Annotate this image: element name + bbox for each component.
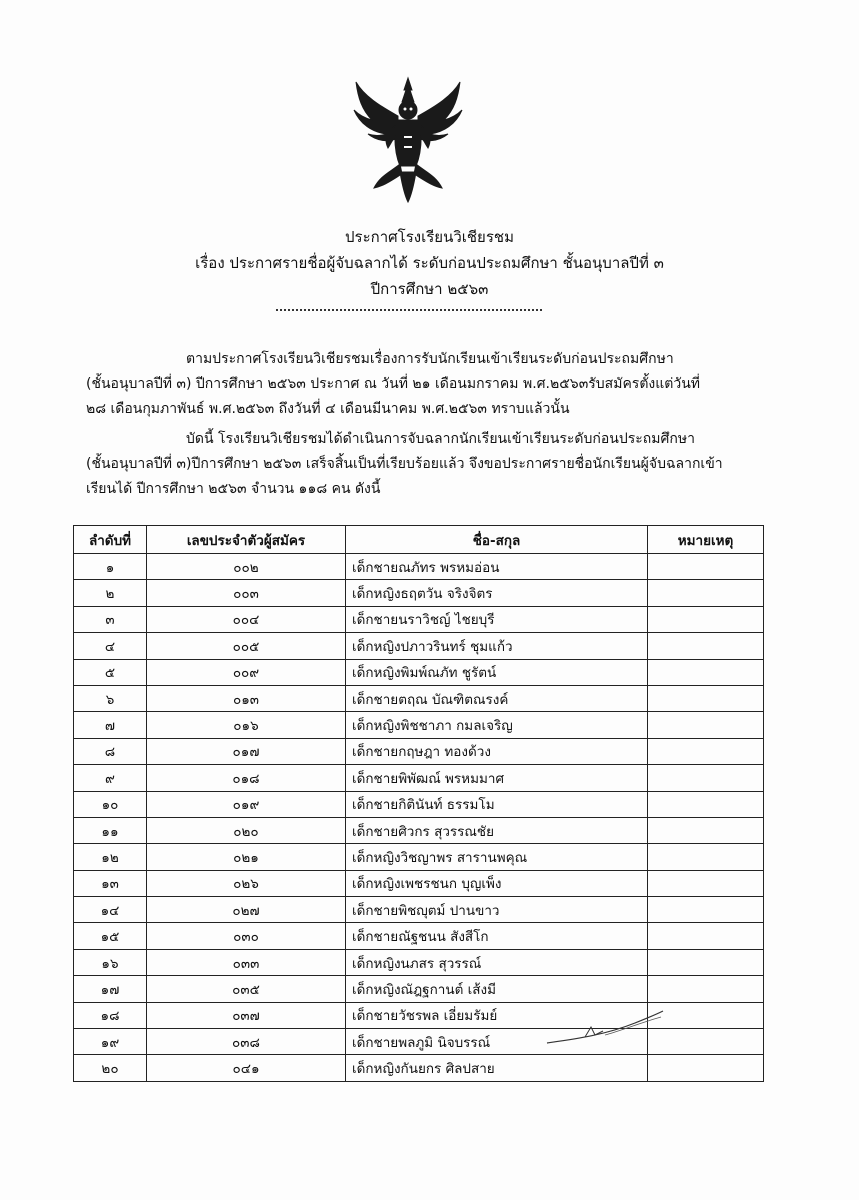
remark-cell [648, 580, 764, 606]
paragraph-reference [86, 347, 786, 422]
name-cell: เด็กชายกฤษฎา ทองด้วง [346, 738, 648, 764]
paragraph-line: (ชั้นอนุบาลปีที่ ๓) ปีการศึกษา ๒๕๖๓ ประกาศ ณ วันที่ ๒๑ เดือนมกราคม พ.ศ.๒๕๖๓รับสมัครตั้งแต่วันที่ [86, 376, 701, 392]
order-cell: ๓ [74, 606, 147, 632]
table-row [74, 554, 764, 580]
table-row [74, 606, 764, 632]
applicant-id-cell: ๐๑๖ [147, 712, 346, 738]
table-row [74, 844, 764, 870]
paragraph-line: ตามประกาศโรงเรียนวิเชียรชมเรื่องการรับนักเรียนเข้าเรียนระดับก่อนประถมศึกษา [186, 351, 674, 367]
order-cell: ๒ [74, 580, 147, 606]
name-cell: เด็กชายพิพัฒณ์ พรหมมาศ [346, 765, 648, 791]
order-cell: ๑๘ [74, 1002, 147, 1028]
table-row [74, 949, 764, 975]
applicant-id-cell: ๐๑๓ [147, 685, 346, 711]
applicant-id-cell: ๐๒๐ [147, 817, 346, 843]
table-row [74, 712, 764, 738]
applicant-id-cell: ๐๐๒ [147, 554, 346, 580]
order-cell: ๔ [74, 633, 147, 659]
order-cell: ๑ [74, 554, 147, 580]
applicant-id-cell: ๐๒๑ [147, 844, 346, 870]
table-row [74, 897, 764, 923]
name-cell: เด็กชายตฤณ บัณฑิตณรงค์ [346, 685, 648, 711]
applicant-id-cell: ๐๐๔ [147, 606, 346, 632]
student-list-table [73, 525, 764, 1082]
order-cell: ๑๙ [74, 1029, 147, 1055]
table-row [74, 633, 764, 659]
paragraph-line: ๒๘ เดือนกุมภาพันธ์ พ.ศ.๒๕๖๓ ถึงวันที่ ๔ เดือนมีนาคม พ.ศ.๒๕๖๓ ทราบแล้วนั้น [86, 401, 570, 417]
remark-cell [648, 765, 764, 791]
applicant-id-cell: ๐๓๐ [147, 923, 346, 949]
column-header-name: ชื่อ-สกุล [346, 526, 648, 554]
table-row [74, 1055, 764, 1081]
remark-cell [648, 685, 764, 711]
applicant-id-cell: ๐๑๙ [147, 791, 346, 817]
applicant-id-cell: ๐๒๖ [147, 870, 346, 896]
applicant-id-cell: ๐๐๕ [147, 633, 346, 659]
table-row [74, 870, 764, 896]
announcement-subject: เรื่อง ประกาศรายชื่อผู้จับฉลากได้ ระดับก่อนประถมศึกษา ชั้นอนุบาลปีที่ ๓ [195, 254, 664, 272]
applicant-id-cell: ๐๓๓ [147, 949, 346, 975]
column-header-order: ลำดับที่ [74, 526, 147, 554]
remark-cell [648, 870, 764, 896]
academic-year: ปีการศึกษา ๒๕๖๓ [370, 280, 489, 298]
table-row [74, 659, 764, 685]
remark-cell [648, 554, 764, 580]
table-row [74, 817, 764, 843]
name-cell: เด็กชายศิวกร สุวรรณชัย [346, 817, 648, 843]
remark-cell [648, 897, 764, 923]
order-cell: ๑๒ [74, 844, 147, 870]
column-header-remark: หมายเหตุ [648, 526, 764, 554]
applicant-id-cell: ๐๒๗ [147, 897, 346, 923]
remark-cell [648, 712, 764, 738]
order-cell: ๗ [74, 712, 147, 738]
table-row [74, 685, 764, 711]
order-cell: ๕ [74, 659, 147, 685]
name-cell: เด็กหญิงณัฎฐกานต์ เส้งมี [346, 976, 648, 1002]
order-cell: ๘ [74, 738, 147, 764]
name-cell: เด็กชายณัฐชนน สังสีโก [346, 923, 648, 949]
name-cell: เด็กหญิงวิชญาพร สารานพคุณ [346, 844, 648, 870]
name-cell: เด็กชายกิตินันท์ ธรรมโม [346, 791, 648, 817]
applicant-id-cell: ๐๔๑ [147, 1055, 346, 1081]
table-row [74, 765, 764, 791]
paragraph-line: เรียนได้ ปีการศึกษา ๒๕๖๓ จำนวน ๑๑๘ คน ดังนี้ [86, 481, 381, 497]
name-cell: เด็กหญิงพิชชาภา กมลเจริญ [346, 712, 648, 738]
remark-cell [648, 606, 764, 632]
remark-cell [648, 844, 764, 870]
order-cell: ๑๐ [74, 791, 147, 817]
applicant-id-cell: ๐๓๕ [147, 976, 346, 1002]
name-cell: เด็กหญิงกันยกร ศิลปสาย [346, 1055, 648, 1081]
name-cell: เด็กชายนราวิชญ์ ไชยบุรี [346, 606, 648, 632]
paragraph-line: (ชั้นอนุบาลปีที่ ๓)ปีการศึกษา ๒๕๖๓ เสร็จสิ้นเป็นที่เรียบร้อยแล้ว จึงขอประกาศรายชื่อนักเรียนผู้จับฉลากเข้า [86, 456, 723, 472]
table-row [74, 976, 764, 1002]
applicant-id-cell: ๐๑๘ [147, 765, 346, 791]
name-cell: เด็กหญิงพิมพ์ณภัท ชูรัตน์ [346, 659, 648, 685]
name-cell: เด็กหญิงเพชรชนก บุญเพ็ง [346, 870, 648, 896]
applicant-id-cell: ๐๐๓ [147, 580, 346, 606]
name-cell: เด็กหญิงปภาวรินทร์ ชุมแก้ว [346, 633, 648, 659]
paragraph-line: บัดนี้ โรงเรียนวิเชียรชมได้ดำเนินการจับฉลากนักเรียนเข้าเรียนระดับก่อนประถมศึกษา [186, 431, 695, 447]
paragraph-result [86, 427, 786, 502]
name-cell: เด็กหญิงนภสร สุวรรณ์ [346, 949, 648, 975]
announcement-title: ประกาศโรงเรียนวิเชียรชม [345, 228, 514, 246]
table-row [74, 791, 764, 817]
table-body [74, 554, 764, 1082]
applicant-id-cell: ๐๐๙ [147, 659, 346, 685]
remark-cell [648, 923, 764, 949]
remark-cell [648, 738, 764, 764]
remark-cell [648, 633, 764, 659]
remark-cell [648, 1055, 764, 1081]
order-cell: ๑๓ [74, 870, 147, 896]
applicant-id-cell: ๐๓๘ [147, 1029, 346, 1055]
name-cell: เด็กชายวัชรพล เอี่ยมรัมย์ [346, 1002, 648, 1028]
pen-mark-icon [545, 1005, 665, 1050]
table-row [74, 738, 764, 764]
remark-cell [648, 791, 764, 817]
table-row [74, 580, 764, 606]
order-cell: ๑๔ [74, 897, 147, 923]
order-cell: ๒๐ [74, 1055, 147, 1081]
remark-cell [648, 659, 764, 685]
order-cell: ๙ [74, 765, 147, 791]
name-cell: เด็กชายพิชญุตม์ ปานขาว [346, 897, 648, 923]
order-cell: ๑๖ [74, 949, 147, 975]
order-cell: ๑๕ [74, 923, 147, 949]
name-cell: เด็กชายพลภูมิ นิจบรรณ์ [346, 1029, 648, 1055]
table-header-row [74, 526, 764, 554]
applicant-id-cell: ๐๑๗ [147, 738, 346, 764]
remark-cell [648, 817, 764, 843]
dotted-divider [276, 309, 542, 311]
order-cell: ๖ [74, 685, 147, 711]
table-row [74, 923, 764, 949]
remark-cell [648, 949, 764, 975]
name-cell: เด็กหญิงธฤตวัน จริงจิตร [346, 580, 648, 606]
garuda-emblem-icon [350, 76, 466, 204]
order-cell: ๑๑ [74, 817, 147, 843]
applicant-id-cell: ๐๓๗ [147, 1002, 346, 1028]
column-header-applicant-id: เลขประจำตัวผู้สมัคร [147, 526, 346, 554]
name-cell: เด็กชายณภัทร พรหมอ่อน [346, 554, 648, 580]
remark-cell [648, 976, 764, 1002]
order-cell: ๑๗ [74, 976, 147, 1002]
